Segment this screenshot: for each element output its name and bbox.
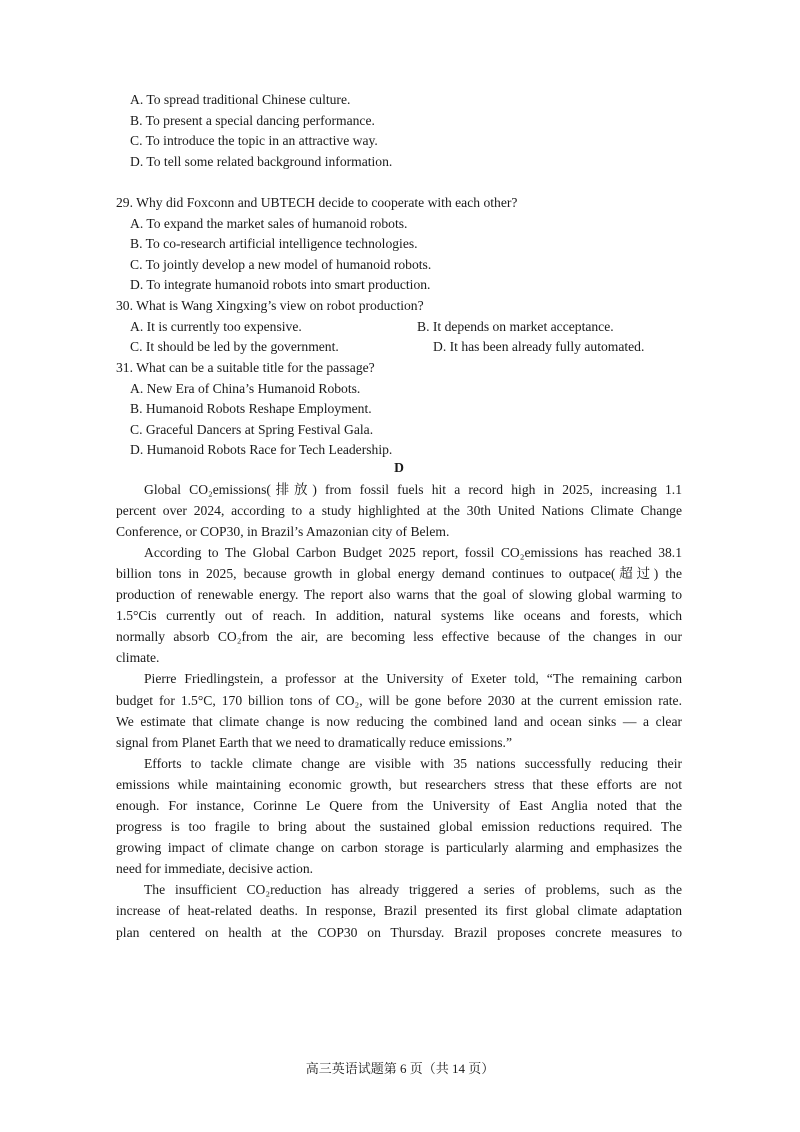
section-heading: D (394, 460, 404, 475)
question-29 (116, 193, 682, 296)
paragraph-line: 1.5°Cis currently out of reach. In addition, natural systems like oceans and forests, which (116, 608, 682, 624)
paragraph-line: We estimate that climate change is now reducing the combined land and ocean sinks — a clear (116, 713, 682, 729)
option: C. To jointly develop a new model of humanoid robots. (130, 256, 432, 272)
question-30 (116, 296, 682, 358)
paragraph-line: signal from Planet Earth that we need to dramatically reduce emissions.” (116, 734, 512, 750)
page-footer: 高三英语试题第 6 页（共 14 页） (305, 1061, 495, 1076)
option: D. To integrate humanoid robots into smart production. (130, 277, 431, 293)
paragraph-line: climate. (116, 650, 160, 666)
question-stem: 29. Why did Foxconn and UBTECH decide to cooperate with each other? (116, 195, 518, 210)
passage-body (116, 479, 682, 943)
paragraph (116, 753, 682, 880)
paragraph-line: According to The Global Carbon Budget 2025 report, fossil CO₂emissions has reached 38.1 (144, 544, 682, 560)
option-row (116, 317, 682, 338)
paragraph-line: need for immediate, decisive action. (116, 861, 314, 877)
paragraph-line: percent over 2024, according to a study highlighted at the 30th United Nations Climate Change (116, 502, 682, 518)
option: C. It should be led by the government. (130, 339, 339, 355)
passage-d (116, 458, 682, 943)
paragraph-line: production of renewable energy. The report also warns that the goal of slowing global warming to (116, 587, 682, 603)
option: D. Humanoid Robots Race for Tech Leadership. (130, 442, 393, 458)
paragraph-line: normally absorb CO₂from the air, are becoming less effective because of the changes in our (116, 629, 682, 645)
question-stem: 31. What can be a suitable title for the passage? (116, 360, 375, 375)
paragraph (116, 879, 682, 942)
paragraph-line: Conference, or COP30, in Brazil’s Amazonian city of Belem. (116, 523, 450, 539)
question-28-options (116, 90, 682, 172)
question-31 (116, 358, 682, 461)
paragraph-line: increase of heat-related deaths. In response, Brazil presented its first global climate adaptation (116, 903, 682, 919)
paragraph-line: billion tons in 2025, because growth in global energy demand continues to outpace(超过) the (116, 565, 682, 581)
option: C. To introduce the topic in an attractive way. (130, 133, 378, 149)
option: D. To tell some related background information. (130, 153, 393, 169)
option: A. It is currently too expensive. (130, 318, 302, 334)
option: B. To co-research artificial intelligence technologies. (130, 236, 418, 252)
paragraph-line: progress is too fragile to bring about the sustained global emission reductions required. The (116, 819, 682, 835)
paragraph-line: plan centered on health at the COP30 on Thursday. Brazil proposes concrete measures to (116, 924, 682, 940)
paragraph-line: Pierre Friedlingstein, a professor at the University of Exeter told, “The remaining carbon (144, 671, 682, 687)
option: A. To expand the market sales of humanoid robots. (130, 215, 408, 231)
paragraph (116, 668, 682, 752)
paragraph-line: growing impact of climate change on carbon storage is particularly alarming and emphasizes the (116, 840, 682, 856)
paragraph (116, 479, 682, 542)
option: B. It depends on market acceptance. (417, 318, 614, 334)
option: B. To present a special dancing performance. (130, 112, 375, 128)
question-stem: 30. What is Wang Xingxing’s view on robot production? (116, 298, 424, 313)
paragraph-line: budget for 1.5°C, 170 billion tons of CO₂, will be gone before 2030 at the current emission rate. (116, 692, 682, 708)
paragraph-line: enough. For instance, Corinne Le Quere from the University of East Anglia noted that the (116, 798, 682, 813)
paragraph-line: emissions while maintaining economic growth, but researchers stress that these efforts are not (116, 776, 682, 792)
option: B. Humanoid Robots Reshape Employment. (130, 401, 372, 417)
paragraph (116, 542, 682, 669)
option: A. To spread traditional Chinese culture. (130, 92, 351, 107)
option: C. Graceful Dancers at Spring Festival Gala. (130, 421, 374, 437)
paragraph-line: The insufficient CO₂reduction has already triggered a series of problems, such as the (144, 882, 682, 898)
paragraph-line: Efforts to tackle climate change are visible with 35 nations successfully reducing their (144, 755, 682, 771)
option-row (116, 337, 682, 358)
option: D. It has been already fully automated. (433, 339, 645, 355)
paragraph-line: Global CO₂emissions(排放) from fossil fuels hit a record high in 2025, increasing 1.1 (144, 481, 682, 497)
option: A. New Era of China’s Humanoid Robots. (130, 380, 361, 396)
